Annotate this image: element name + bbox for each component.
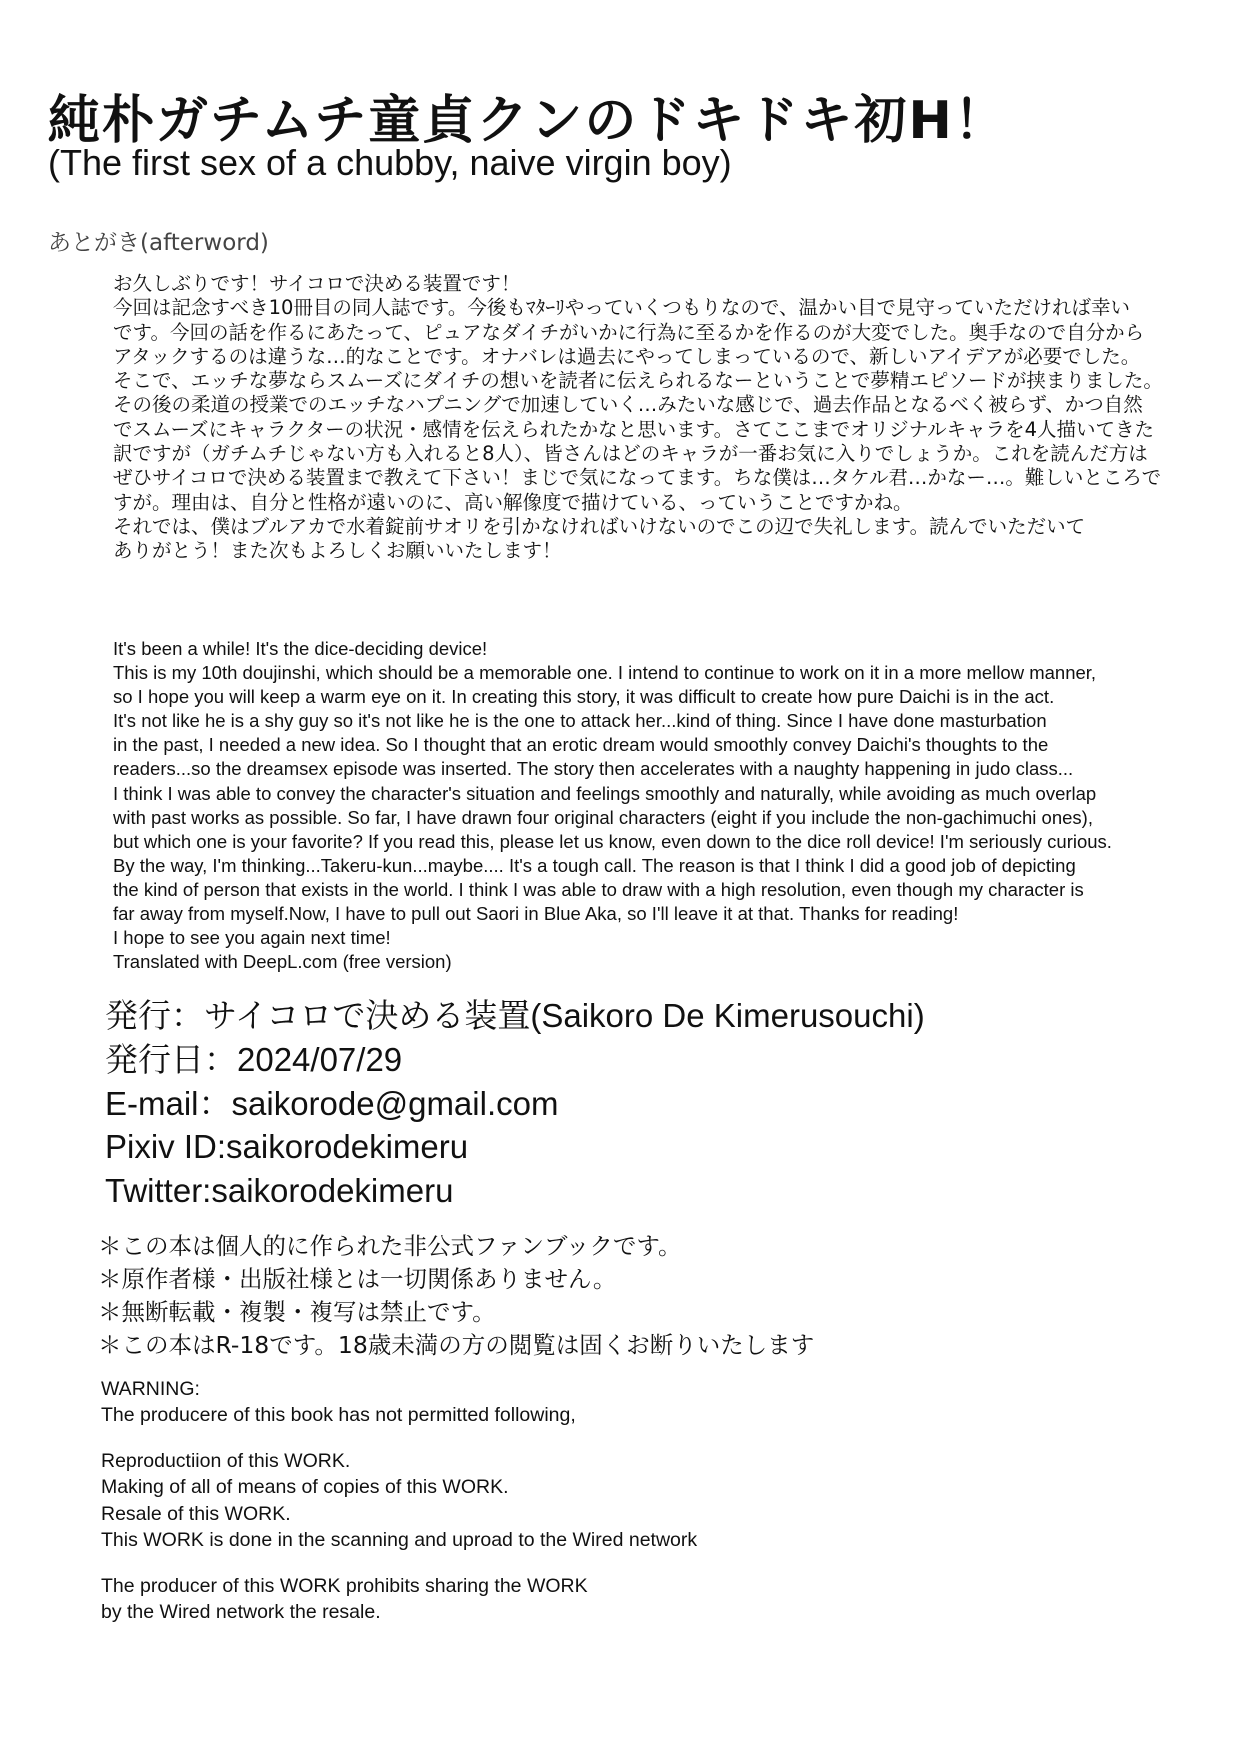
- paragraph-line: but which one is your favorite? If you read this, please let us know, even down to the dice roll device! I'm seriously curious.: [113, 830, 1112, 852]
- paragraph-line: ぜひサイコロで決める装置まで教えて下さい！まじで気になってます。ちな僕は…タケル君…かなー…。難しいところで: [113, 466, 1162, 490]
- page-subtitle: (The first sex of a chubby, naive virgin boy): [48, 142, 732, 183]
- warning-line: The producer of this WORK prohibits sharing the WORK: [101, 1574, 588, 1597]
- paragraph-line: It's not like he is a shy guy so it's not like he is the one to attack her...kind of thing. Since I have done masturbation: [113, 710, 1047, 732]
- paragraph-line: そこで、エッチな夢ならスムーズにダイチの想いを読者に伝えられるなーということで夢精エピソードが挟まりました。: [113, 369, 1163, 393]
- afterword-japanese: [113, 272, 1163, 564]
- note-item: ＊この本はR-18です。18歳未満の方の閲覧は固くお断りいたします: [98, 1331, 815, 1359]
- paragraph-line: でスムーズにキャラクターの状況・感情を伝えられたかなと思います。さてここまでオリジナルキャラを4人描いてきた: [113, 417, 1155, 441]
- paragraph-line: By the way, I'm thinking...Takeru-kun...maybe.... It's a tough call. The reason is that I think I did a good job of depicting: [113, 854, 1076, 876]
- page-title: 純朴ガチムチ童貞クンのドキドキ初H！: [48, 91, 1008, 151]
- warning-line: The producere of this book has not permitted following,: [101, 1404, 576, 1427]
- notes: [98, 1230, 814, 1362]
- paragraph-line: です。今回の話を作るにあたって、ピュアなダイチがいかに行為に至るかを作るのが大変でした。奥手なので自分から: [113, 320, 1145, 344]
- paragraph-line: その後の柔道の授業でのエッチなハプニングで加速していく…みたいな感じで、過去作品となるべく被らず、かつ自然: [113, 393, 1143, 417]
- warning-block: [101, 1376, 697, 1625]
- colophon: [105, 994, 925, 1213]
- paragraph-line: アタックするのは違うな…的なことです。オナバレは過去にやってしまっているので、新しいアイデアが必要でした。: [113, 344, 1141, 368]
- paragraph-line: with past works as possible. So far, I have drawn four original characters (eight if you include the non-gachimuchi ones),: [113, 806, 1093, 828]
- publisher: 発行：サイコロで決める装置(Saikoro De Kimerusouchi): [105, 997, 925, 1034]
- paragraph-line: the kind of person that exists in the world. I think I was able to draw with a high resolution, even though my character is: [113, 878, 1084, 900]
- note-item: ＊原作者様・出版社様とは一切関係ありません。: [98, 1265, 617, 1293]
- warning-blank: [101, 1553, 697, 1573]
- publish-date: 発行日：2024/07/29: [105, 1040, 403, 1078]
- warning-blank: [101, 1429, 697, 1449]
- paragraph-line: It's been a while! It's the dice-deciding device!: [113, 638, 488, 659]
- warning-line: Reproductiion of this WORK.: [101, 1450, 351, 1473]
- note-item: ＊この本は個人的に作られた非公式ファンブックです。: [98, 1232, 682, 1260]
- afterword-english: [113, 637, 1112, 974]
- paragraph-line: すが。理由は、自分と性格が遠いのに、高い解像度で描けている、っていうことですかね。: [113, 490, 913, 514]
- translation-credit: Translated with DeepL.com (free version): [113, 951, 452, 973]
- paragraph-line: I hope to see you again next time!: [113, 927, 391, 949]
- paragraph-line: 今回は記念すべき10冊目の同人誌です。今後もﾏﾀｰﾘやっていくつもりなので、温かい目で見守っていただければ幸い: [113, 296, 1130, 320]
- paragraph-line: so I hope you will keep a warm eye on it. In creating this story, it was difficult to create how pure Daichi is in the act.: [113, 686, 1055, 708]
- paragraph-line: readers...so the dreamsex episode was inserted. The story then accelerates with a naughty happening in judo class...: [113, 758, 1074, 780]
- afterword-heading: あとがき(afterword): [48, 230, 269, 256]
- paragraph-line: 訳ですが（ガチムチじゃない方も入れると8人）、皆さんはどのキャラが一番お気に入りでしょうか。これを読んだ方は: [113, 442, 1148, 466]
- note-item: ＊無断転載・複製・複写は禁止です。: [98, 1298, 496, 1326]
- paragraph-line: ありがとう！また次もよろしくお願いいたします！: [113, 539, 562, 563]
- email: E-mail：saikorode@gmail.com: [105, 1084, 559, 1122]
- warning-line: This WORK is done in the scanning and uproad to the Wired network: [101, 1528, 698, 1551]
- paragraph-line: This is my 10th doujinshi, which should be a memorable one. I intend to continue to work on it in a more mellow manner,: [113, 662, 1097, 684]
- paragraph-line: in the past, I needed a new idea. So I thought that an erotic dream would smoothly convey Daichi's thoughts to the: [113, 734, 1049, 756]
- warning-heading: WARNING:: [101, 1378, 200, 1400]
- warning-line: Resale of this WORK.: [101, 1502, 291, 1525]
- twitter-id: Twitter:saikorodekimeru: [105, 1172, 454, 1210]
- warning-line: by the Wired network the resale.: [101, 1601, 381, 1624]
- paragraph-line: それでは、僕はブルアカで水着錠前サオリを引かなければいけないのでこの辺で失礼します。読んでいただいて: [113, 514, 1086, 538]
- pixiv-id: Pixiv ID:saikorodekimeru: [105, 1128, 469, 1166]
- warning-line: Making of all of means of copies of this WORK.: [101, 1476, 509, 1499]
- paragraph-line: far away from myself.Now, I have to pull out Saori in Blue Aka, so I'll leave it at that. Thanks for reading!: [113, 903, 959, 925]
- paragraph-line: お久しぶりです！サイコロで決める装置です！: [113, 272, 521, 295]
- paragraph-line: I think I was able to convey the character's situation and feelings smoothly and naturally, while avoiding as much overlap: [113, 782, 1097, 804]
